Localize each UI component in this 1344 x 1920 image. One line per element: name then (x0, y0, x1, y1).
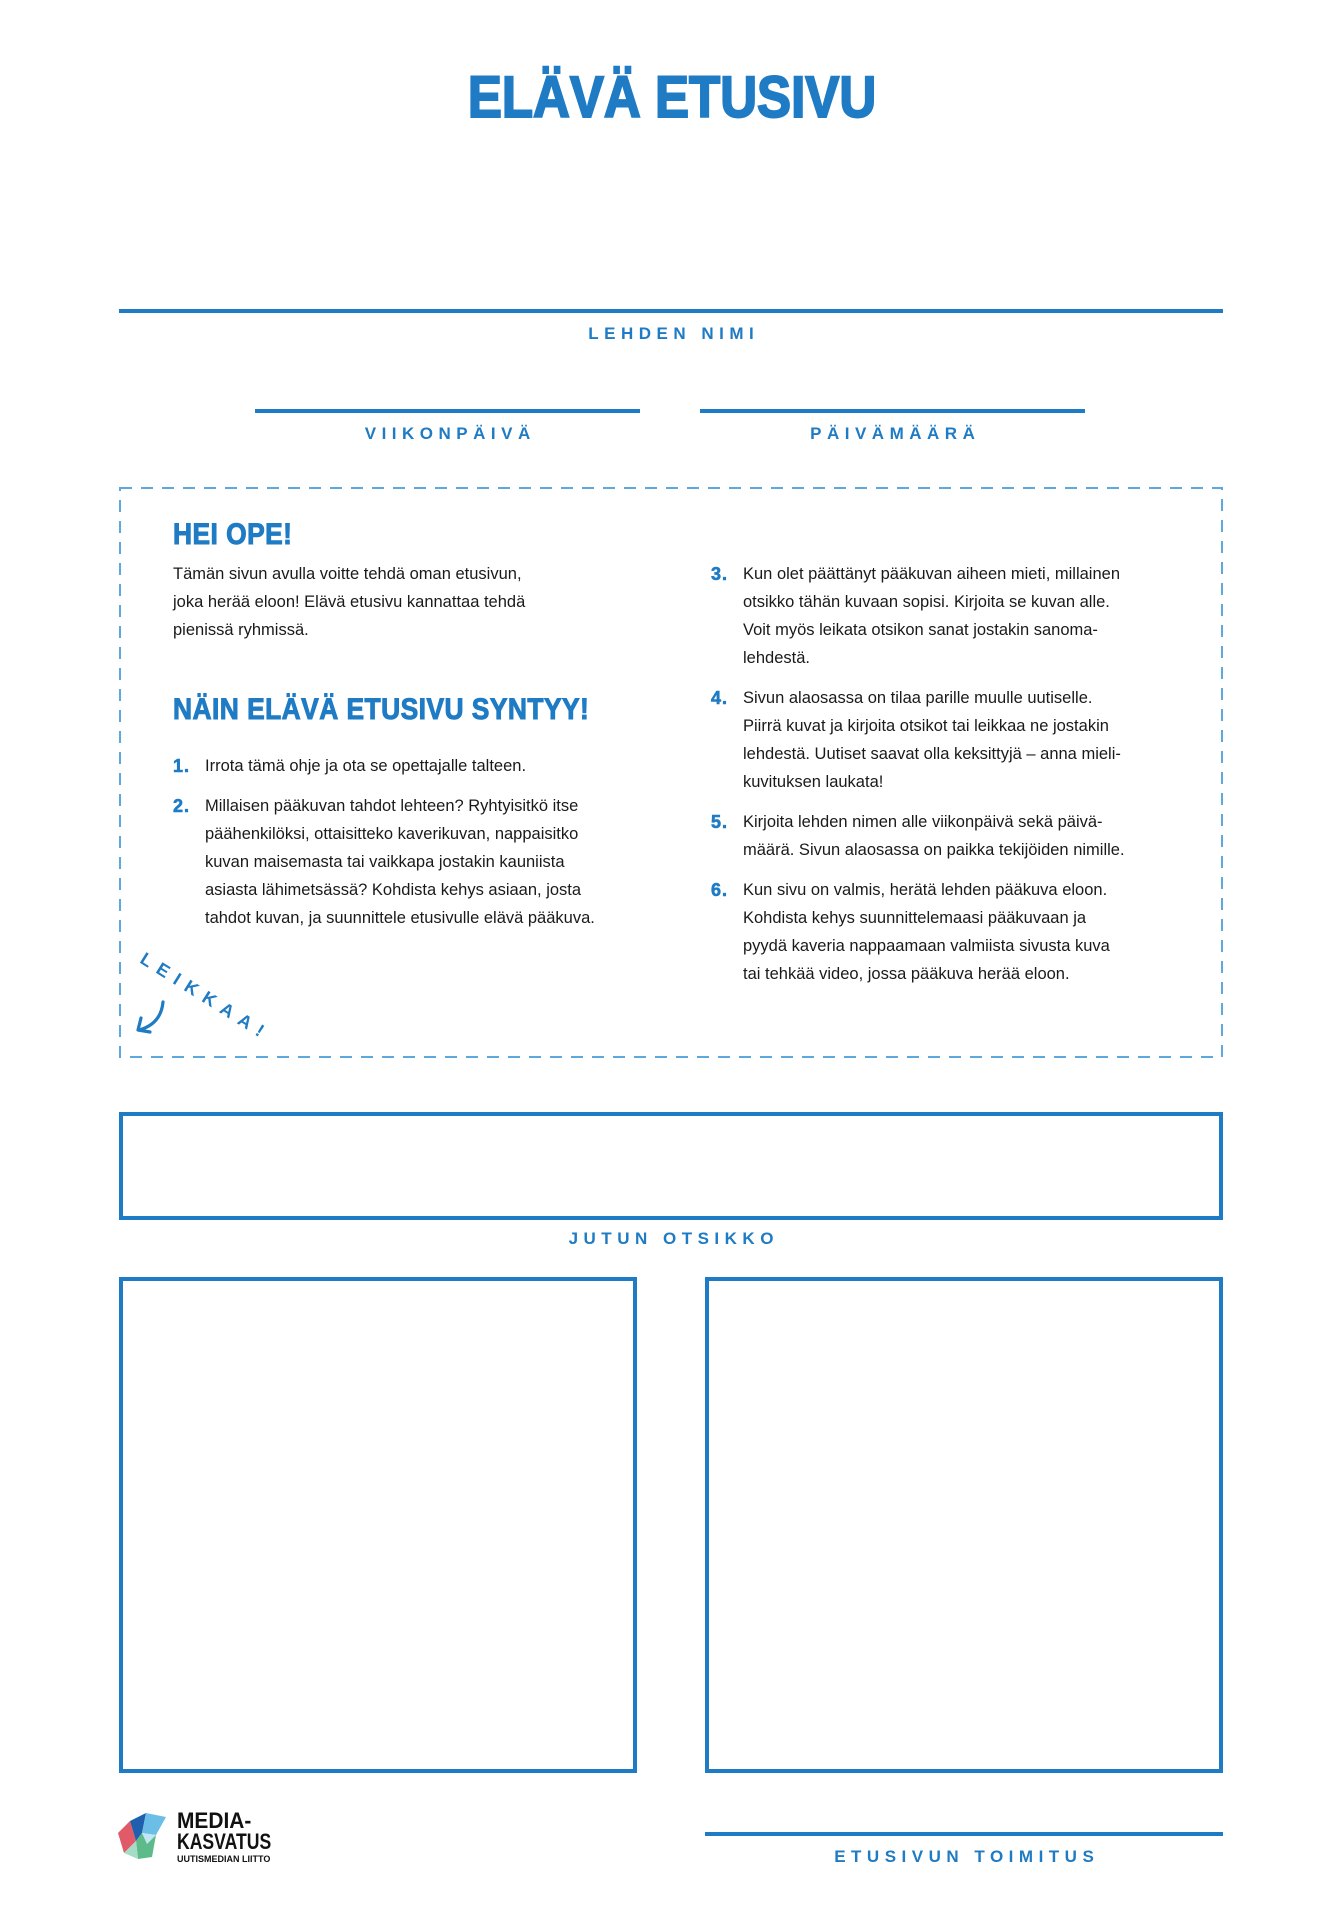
steps-right-column (711, 560, 1211, 1000)
step-text-line: Kohdista kehys suunnittelemaasi pääkuvaan ja (743, 909, 1087, 927)
step-text-line: lehdestä. Uutiset saavat olla keksittyjä – anna mieli- (743, 745, 1121, 763)
step-text-line: Kun olet päättänyt pääkuvan aiheen mieti, millainen (743, 565, 1120, 583)
step-6 (711, 876, 1211, 988)
step-text-line: tahdot kuvan, ja suunnittele etusivulle elävä pääkuva. (205, 909, 595, 927)
story-image-box-right (705, 1277, 1223, 1773)
step-5 (711, 808, 1211, 864)
step-number: 5. (711, 812, 729, 832)
step-text-line: Irrota tämä ohje ja ota se opettajalle talteen. (205, 757, 527, 775)
step-text-line: määrä. Sivun alaosassa on paikka tekijöiden nimille. (743, 841, 1125, 859)
newspaper-name-label: LEHDEN NIMI (588, 324, 760, 343)
step-number: 4. (711, 688, 729, 708)
step-4 (711, 684, 1211, 796)
headline-label: JUTUN OTSIKKO (568, 1229, 779, 1248)
page-title: ELÄVÄ ETUSIVU (467, 65, 877, 130)
step-text-line: tai tehkää video, jossa pääkuva herää eloon. (743, 965, 1070, 983)
date-line (700, 409, 1085, 413)
step-text-line: Kirjoita lehden nimen alle viikonpäivä sekä päivä- (743, 813, 1103, 831)
editorial-team-label: ETUSIVUN TOIMITUS (834, 1847, 1100, 1866)
step-text-line: Kun sivu on valmis, herätä lehden pääkuva eloon. (743, 881, 1108, 899)
steps-left-column (173, 752, 653, 944)
intro-line: joka herää eloon! Elävä etusivu kannattaa tehdä (173, 593, 526, 611)
step-number: 6. (711, 880, 729, 900)
date-label: PÄIVÄMÄÄRÄ (810, 424, 981, 443)
step-text-line: otsikko tähän kuvaan sopisi. Kirjoita se kuvan alle. (743, 593, 1110, 611)
intro-line: Tämän sivun avulla voitte tehdä oman etusivun, (173, 565, 522, 583)
step-3 (711, 560, 1211, 672)
step-number: 1. (173, 756, 191, 776)
headline-box (119, 1112, 1223, 1220)
logo-wordmark-line1: MEDIA- (177, 1808, 252, 1833)
logo-tagline: UUTISMEDIAN LIITTO (177, 1854, 271, 1864)
step-text-line: Piirrä kuvat ja kirjoita otsikot tai leikkaa ne jostakin (743, 717, 1109, 735)
step-1 (173, 752, 653, 780)
step-text-line: Sivun alaosassa on tilaa parille muulle uutiselle. (743, 689, 1093, 707)
story-image-box-left (119, 1277, 637, 1773)
curved-arrow-icon (131, 998, 169, 1038)
editorial-team-line (705, 1832, 1223, 1836)
cut-here-label: LEIKKAA! (136, 948, 275, 1045)
step-text-line: Voit myös leikata otsikon sanat jostakin sanoma- (743, 621, 1098, 639)
weekday-line (255, 409, 640, 413)
step-2 (173, 792, 653, 932)
step-text-line: pyydä kaveria nappaamaan valmiista sivusta kuva (743, 937, 1110, 955)
step-text-line: päähenkilöksi, ottaisitteko kaverikuvan, nappaisitko (205, 825, 579, 843)
step-number: 2. (173, 796, 191, 816)
step-text-line: kuvituksen laukata! (743, 773, 884, 791)
teacher-note-heading: HEI OPE! (173, 518, 293, 551)
weekday-label: VIIKONPÄIVÄ (364, 424, 536, 443)
intro-line: pienissä ryhmissä. (173, 621, 309, 639)
step-number: 3. (711, 564, 729, 584)
steps-heading: NÄIN ELÄVÄ ETUSIVU SYNTYY! (173, 693, 590, 726)
step-text-line: kuvan maisemasta tai vaikkapa jostakin kauniista (205, 853, 565, 871)
step-text-line: asiasta lähimetsässä? Kohdista kehys asiaan, josta (205, 881, 582, 899)
step-text-line: lehdestä. (743, 649, 810, 667)
step-text-line: Millaisen pääkuvan tahdot lehteen? Ryhtyisitkö itse (205, 797, 579, 815)
newspaper-name-line (119, 309, 1223, 313)
logo-wordmark-line2: KASVATUS (177, 1829, 272, 1854)
mediakasvatus-logo-icon (116, 1811, 170, 1861)
teacher-note-intro (173, 560, 525, 644)
